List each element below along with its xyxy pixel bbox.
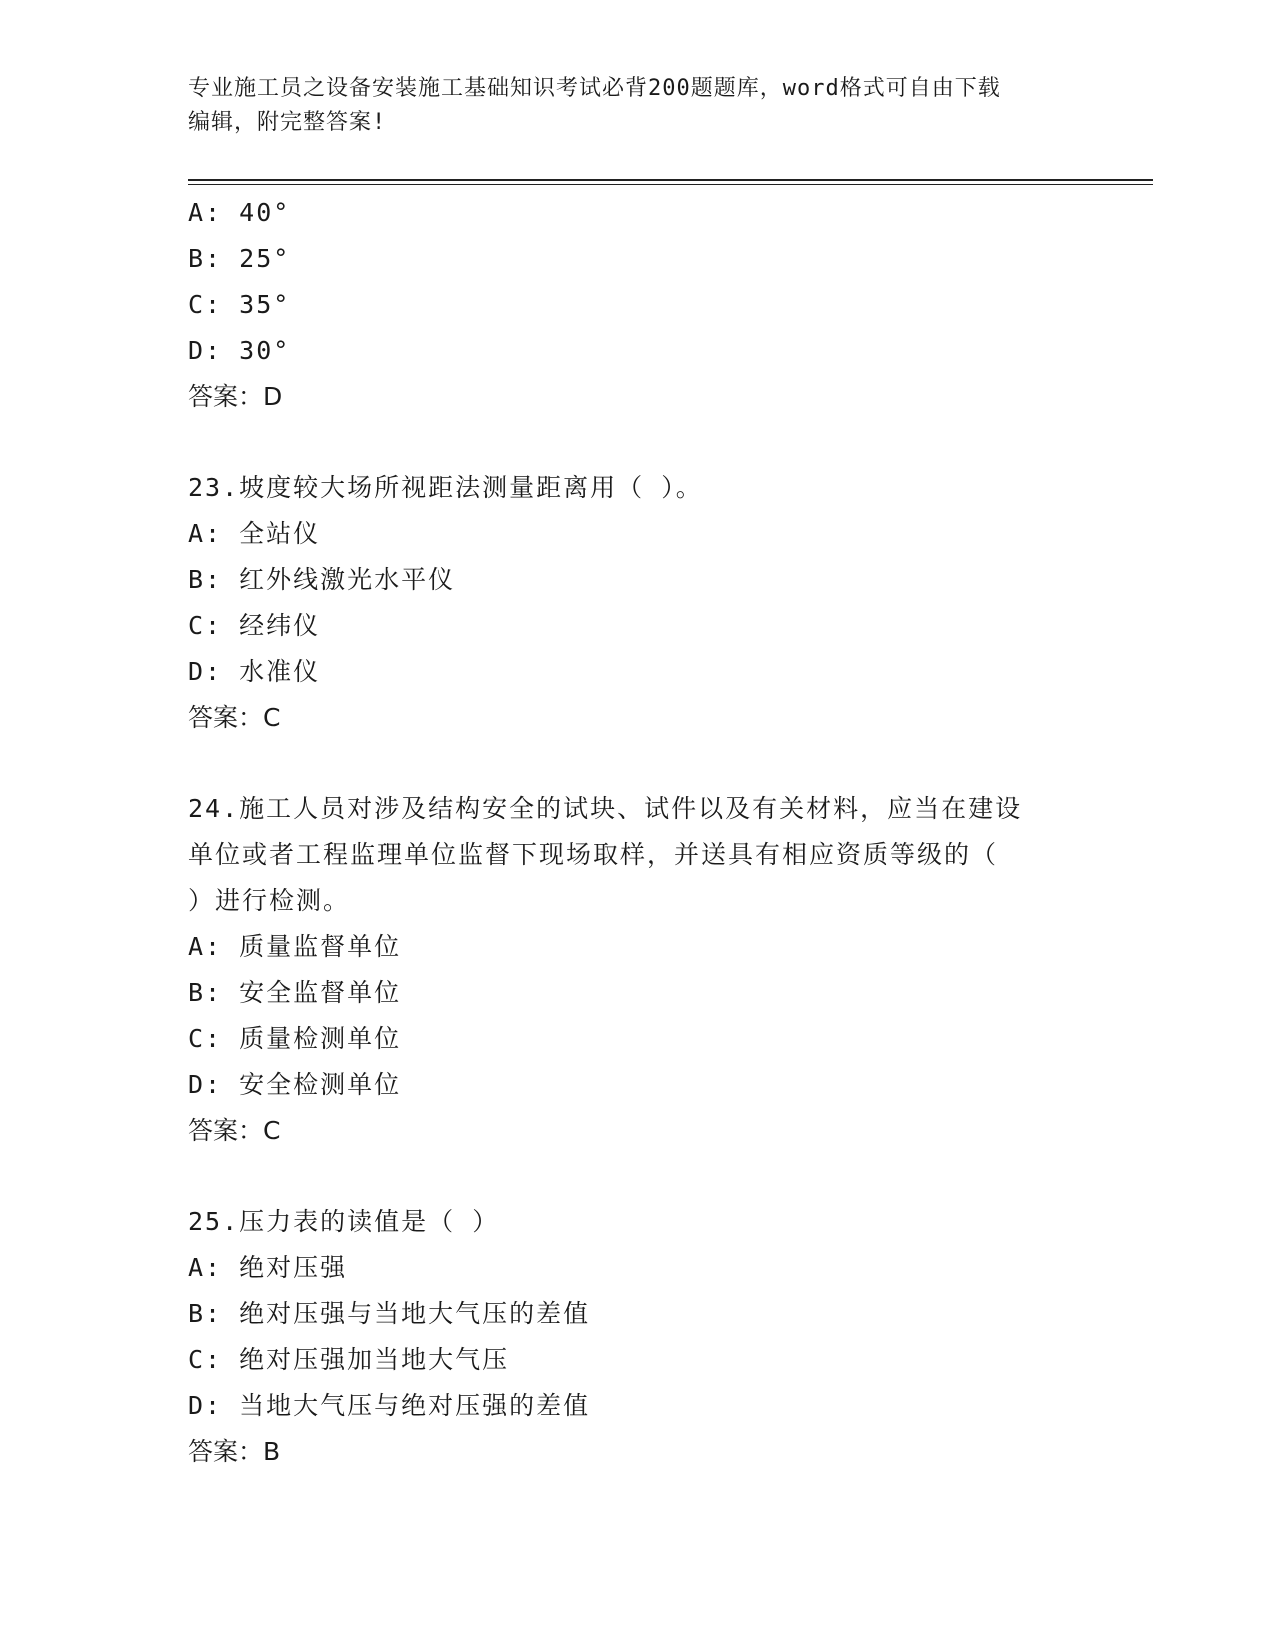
document-header	[188, 72, 1068, 140]
option-d: D: 30°	[188, 336, 291, 365]
option-b: B: 红外线激光水平仪	[188, 565, 456, 594]
option-b: B: 安全监督单位	[188, 978, 402, 1007]
spacer	[188, 420, 1088, 465]
answer-line: 答案：D	[188, 382, 283, 411]
question-list	[188, 190, 1088, 1475]
answer-line: 答案：B	[188, 1437, 281, 1466]
question-stem-line-3: ）进行检测。	[188, 886, 351, 915]
question-22	[188, 190, 1088, 420]
option-a: A: 40°	[188, 198, 291, 227]
option-b: B: 25°	[188, 244, 291, 273]
option-d: D: 当地大气压与绝对压强的差值	[188, 1391, 591, 1420]
option-d: D: 水准仪	[188, 657, 321, 686]
question-25	[188, 1199, 1088, 1475]
spacer	[188, 1154, 1088, 1199]
header-divider-thick	[188, 179, 1153, 181]
spacer	[188, 741, 1088, 786]
question-24	[188, 786, 1088, 1154]
option-a: A: 绝对压强	[188, 1253, 348, 1282]
question-stem-line-1: 24.施工人员对涉及结构安全的试块、试件以及有关材料，应当在建设	[188, 794, 1023, 823]
option-c: C: 绝对压强加当地大气压	[188, 1345, 510, 1374]
question-23	[188, 465, 1088, 741]
option-a: A: 质量监督单位	[188, 932, 402, 961]
option-c: C: 经纬仪	[188, 611, 321, 640]
header-title-line-1: 专业施工员之设备安装施工基础知识考试必背200题题库，word格式可自由下载	[188, 76, 1001, 101]
answer-line: 答案：C	[188, 703, 281, 732]
header-title-line-2: 编辑，附完整答案!	[188, 110, 387, 135]
option-c: C: 质量检测单位	[188, 1024, 402, 1053]
header-divider-thin	[188, 184, 1153, 185]
question-stem: 23.坡度较大场所视距法测量距离用（ ）。	[188, 473, 703, 502]
option-a: A: 全站仪	[188, 519, 321, 548]
option-b: B: 绝对压强与当地大气压的差值	[188, 1299, 591, 1328]
question-stem: 25.压力表的读值是（ ）	[188, 1207, 500, 1236]
question-stem-line-2: 单位或者工程监理单位监督下现场取样，并送具有相应资质等级的（	[188, 840, 999, 869]
option-d: D: 安全检测单位	[188, 1070, 402, 1099]
option-c: C: 35°	[188, 290, 291, 319]
answer-line: 答案：C	[188, 1116, 281, 1145]
